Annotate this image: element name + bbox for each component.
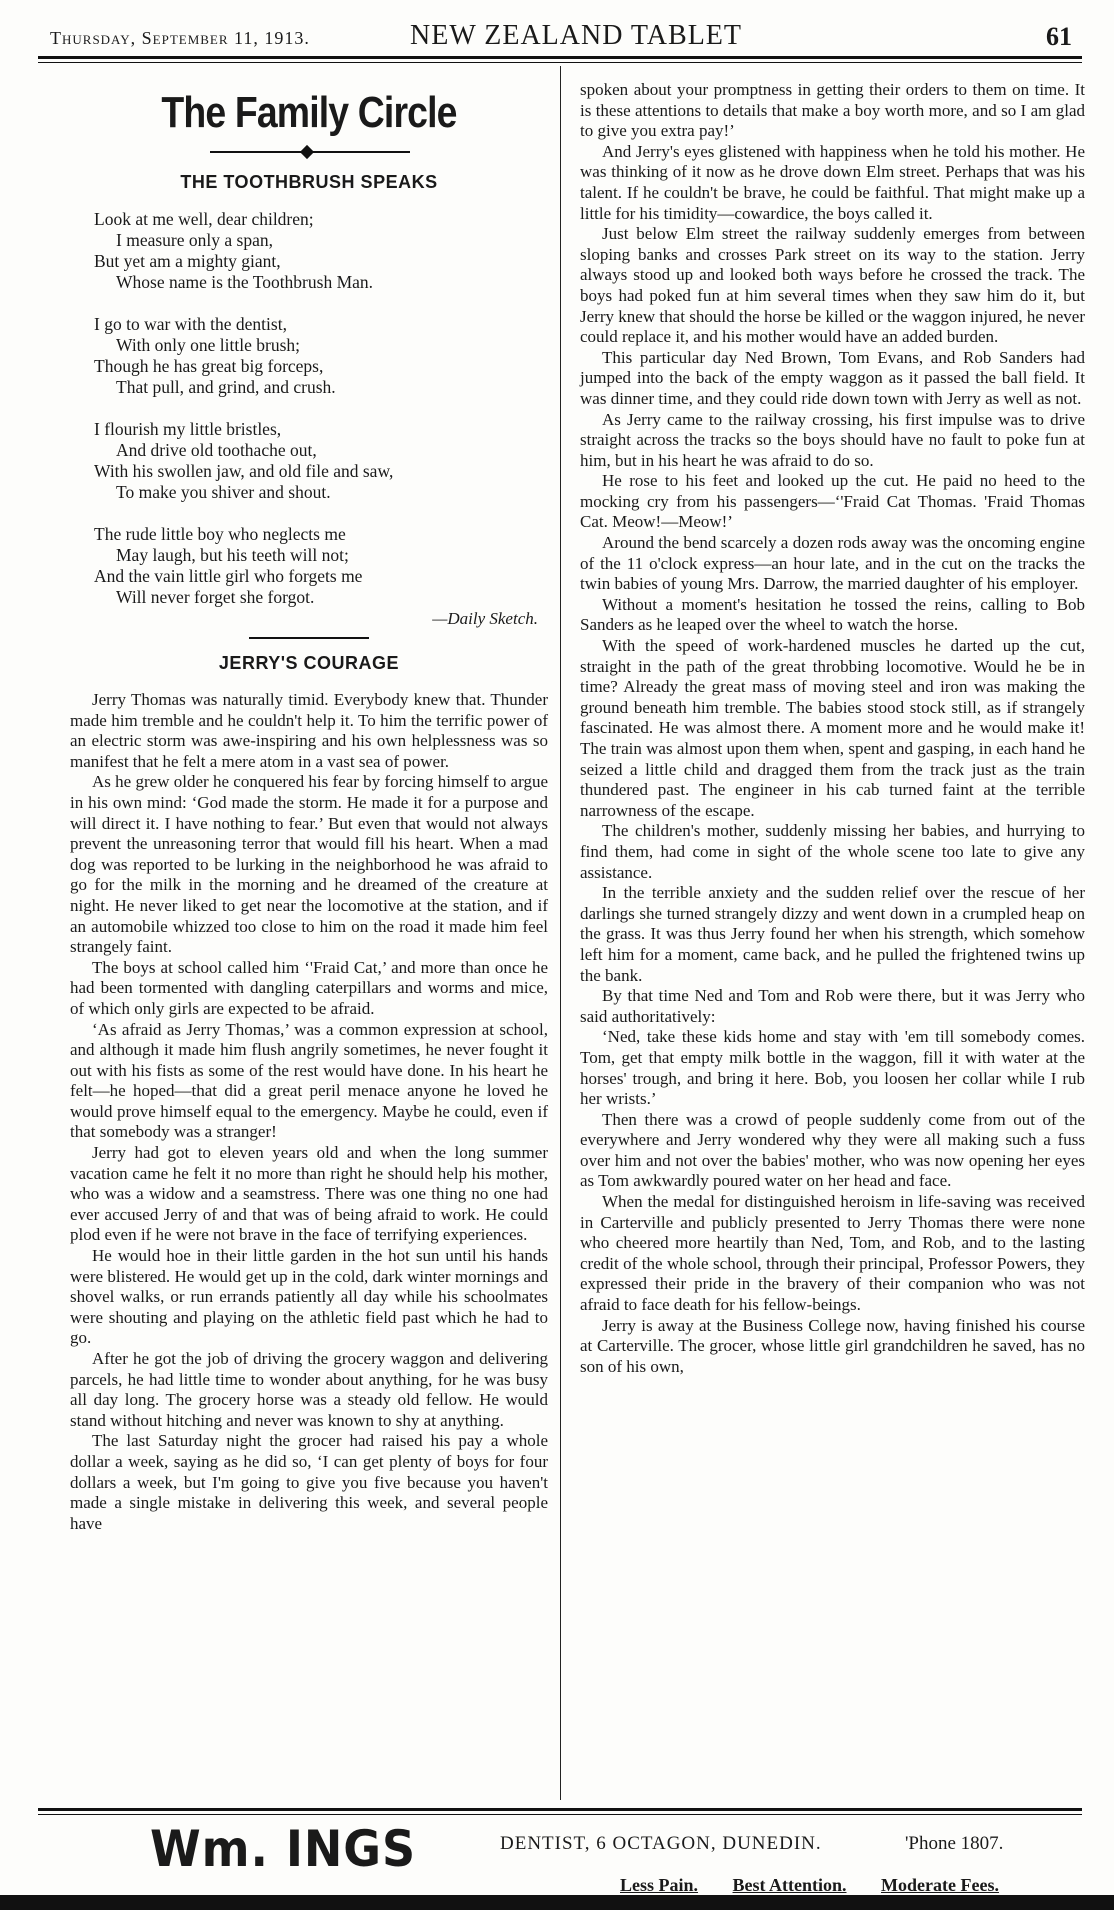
poem-line: With only one little brush;	[116, 335, 300, 355]
poem-line: And drive old toothache out,	[116, 440, 317, 460]
header-date: Thursday, September 11, 1913.	[50, 28, 310, 48]
header-publication: NEW ZEALAND TABLET	[410, 20, 743, 51]
story-paragraph: In the terrible anxiety and the sudden relief over the rescue of her darlings she turned strangely dizzy and went down in a crumpled heap on the grass. It was thus Jerry found her when his strength, which somehow left him for a moment, came back, and he pulled the frightened twins up the bank.	[580, 883, 1085, 985]
story-paragraph: After he got the job of driving the grocery waggon and delivering parcels, he had little time to wonder about anything, for he was busy all day long. The grocery horse was a steady old fellow. He would stand without hitching and never was known to shy at anything.	[70, 1349, 548, 1430]
story-paragraph: The boys at school called him ‘'Fraid Cat,’ and more than once he had been tormented with dangling caterpillars and worms and mice, of which only girls are expected to be afraid.	[70, 957, 548, 1018]
poem-line: I flourish my little bristles,	[94, 419, 282, 439]
story-paragraph: Around the bend scarcely a dozen rods away was the oncoming engine of the 11 o'clock express—an hour late, and in the cut on the tracks the twin babies of young Mrs. Darrow, the married daughter of his employer.	[580, 533, 1085, 594]
ad-tagline: Less Pain.	[620, 1875, 699, 1895]
poem-line: And the vain little girl who forgets me	[94, 566, 363, 586]
footer-rule-thin	[38, 1814, 1082, 1815]
poem-line: Look at me well, dear children;	[94, 209, 314, 229]
footer-rule	[38, 1808, 1082, 1811]
story-paragraph: Then there was a crowd of people suddenly come from out of the everywhere and Jerry wondered why they were all making such a fuss over him and not over the babies' mother, who was now opening her eyes as Tom awkwardly poured water on her head and face.	[580, 1109, 1085, 1191]
poem-line: Whose name is the Toothbrush Man.	[116, 272, 374, 292]
poem-stanza	[94, 524, 548, 608]
story-title: JERRY'S COURAGE	[218, 653, 400, 673]
section-title: The Family Circle	[161, 88, 457, 137]
title-ornament	[70, 146, 548, 158]
ad-address: DENTIST, 6 OCTAGON, DUNEDIN.	[500, 1833, 822, 1854]
story-left-text	[70, 690, 548, 1534]
story-paragraph: The last Saturday night the grocer had raised his pay a whole dollar a week, saying as he did so, ‘I can get plenty of boys for four dollars a week, but I'm going to give you five because you haven't made a single mistake in delivering this week, and several people have	[70, 1431, 548, 1533]
story-paragraph: This particular day Ned Brown, Tom Evans, and Rob Sanders had jumped into the back of the empty waggon as it passed the ball field. It was dinner time, and they could ride down town with Jerry as well as not.	[580, 347, 1085, 408]
poem-line: The rude little boy who neglects me	[94, 524, 346, 544]
story-paragraph: Jerry had got to eleven years old and when the long summer vacation came he felt it no more than right he should help his mother, who was a widow and a seamstress. There was one thing no one had ever accused Jerry of and that was of being afraid to work. He could plod even if he were not brave in the face of terrifying experiences.	[70, 1143, 548, 1245]
page-header	[40, 18, 1082, 52]
ad-phone: 'Phone 1807.	[905, 1833, 1004, 1854]
story-paragraph: spoken about your promptness in getting their orders to them on time. It is these attentions to details that make a boy worth more, and so I am glad to give you extra pay!’	[580, 80, 1085, 141]
story-paragraph: Jerry is away at the Business College now, having finished his course at Carterville. The grocer, whose little girl grandchildren he saved, has no son of his own,	[580, 1315, 1085, 1376]
poem-stanza	[94, 209, 548, 293]
poem-body	[94, 209, 548, 629]
poem-stanza	[94, 419, 548, 503]
story-right-text	[580, 80, 1085, 1377]
ad-tagline: Best Attention.	[732, 1875, 847, 1895]
story-paragraph: Without a moment's hesitation he tossed the reins, calling to Bob Sanders as he leaped over the wheel to watch the horse.	[580, 594, 1085, 635]
right-column	[580, 80, 1085, 1377]
poem-line: But yet am a mighty giant,	[94, 251, 281, 271]
story-paragraph: ‘As afraid as Jerry Thomas,’ was a common expression at school, and although it made him flush angrily sometimes, he never fought it out with his fists as some of the rest would have done. In his heart he felt—he hoped—that did a great peril menace anyone he loved he would prove himself equal to the emergency. Maybe he could, even if that somebody was a stranger!	[70, 1019, 548, 1142]
story-paragraph: ‘Ned, take these kids home and stay with 'em till somebody comes. Tom, get that empty milk bottle in the waggon, fill it with water at the horses' trough, and bring it here. Bob, you loosen her collar while I rub her wrists.’	[580, 1027, 1085, 1109]
story-paragraph: Jerry Thomas was naturally timid. Everybody knew that. Thunder made him tremble and he couldn't help it. To him the terrific power of an electric storm was awe-inspiring and his own helplessness was so manifest that he felt a mere atom in a vast sea of power.	[70, 690, 548, 771]
ad-dentist-name: Wm. INGS	[150, 1820, 417, 1878]
poem-line: I measure only a span,	[116, 230, 273, 250]
ad-tagline: Moderate Fees.	[881, 1875, 999, 1895]
story-paragraph: He would hoe in their little garden in the hot sun until his hands were blistered. He would get up in the cold, dark winter mornings and shovel walks, or run errands patiently all day while his schoolmates were shouting and playing on the athletic field past which he had to go.	[70, 1246, 548, 1348]
poem-stanza	[94, 314, 548, 398]
story-rule	[249, 637, 369, 639]
story-paragraph: When the medal for distinguished heroism in life-saving was received in Carterville and publicly presented to Jerry Thomas there were none who cheered more heartily than Ned, Tom, and Rob, and to the lasting credit of the whole school, through their principal, Professor Powers, they expressed their pride in the bravery of their companion who was not afraid to face death for his fellow-beings.	[580, 1192, 1085, 1315]
story-paragraph: With the speed of work-hardened muscles he darted up the cut, straight in the path of the great throbbing locomotive. Would he be in time? Already the great mass of moving steel and iron was making the ground beneath him tremble. The babies stood stock still, as if strangely fascinated. He was almost there. A moment more and he would make it! The train was almost upon them when, spent and gasping, in each hand he seized a little child and dragged them from the track just as the train thundered past. The engineer in his cab turned faint at the terrible narrowness of the escape.	[580, 636, 1085, 820]
header-page-number: 61	[1046, 22, 1072, 51]
poem-line: May laugh, but his teeth will not;	[116, 545, 349, 565]
story-paragraph: The children's mother, suddenly missing her babies, and hurrying to find them, had come in sight of the whole scene too late to give any assistance.	[580, 821, 1085, 882]
poem-line: With his swollen jaw, and old file and saw,	[94, 461, 394, 481]
story-paragraph: And Jerry's eyes glistened with happiness when he told his mother. He was thinking of it now as he drove down Elm street. Perhaps that was his talent. If he couldn't be brave, he could be faithful. That might make up a little for his timidity—cowardice, the boys called it.	[580, 141, 1085, 223]
story-paragraph: Just below Elm street the railway suddenly emerges from between sloping banks and crosses Park street on its way to the station. Jerry always stood up and looked both ways before he crossed the track. The boys had poked fun at him several times when they saw him do it, but Jerry knew that should the horse be killed or the waggon injured, he never could replace it, and his mother would have an added burden.	[580, 224, 1085, 347]
header-rule	[38, 56, 1082, 59]
story-paragraph: He rose to his feet and looked up the cut. He paid no heed to the mocking cry from his passengers—‘'Fraid Cat Thomas. 'Fraid Thomas Cat. Meow!—Meow!’	[580, 471, 1085, 532]
story-paragraph: By that time Ned and Tom and Rob were there, but it was Jerry who said authoritatively:	[580, 986, 1085, 1026]
poem-attribution: —Daily Sketch.	[432, 609, 538, 628]
header-rule-thin	[38, 62, 1082, 63]
column-divider	[560, 66, 561, 1800]
left-column	[70, 80, 548, 1534]
story-paragraph: As Jerry came to the railway crossing, his first impulse was to drive straight across the tracks so the boys should have no fault to poke fun at him, but in his heart he was afraid to do so.	[580, 409, 1085, 470]
poem-line: That pull, and grind, and crush.	[116, 377, 336, 397]
story-paragraph: As he grew older he conquered his fear by forcing himself to argue in his own mind: ‘God made the storm. He made it for a purpose and will direct it. I have nothing to fear.’ But even that would not always prevent the unreasoning terror that would fill his heart. When a mad dog was reported to be lurking in the neighborhood he was afraid to go for the milk in the morning and he dreamed of the creature at night. He never liked to get near the locomotive at the station, and if an automobile whizzed too close to him on the road it made him feel strangely faint.	[70, 772, 548, 957]
bottom-bar	[0, 1895, 1114, 1910]
poem-line: Though he has great big forceps,	[94, 356, 324, 376]
poem-line: I go to war with the dentist,	[94, 314, 287, 334]
poem-line: Will never forget she forgot.	[116, 587, 315, 607]
poem-title: THE TOOTHBRUSH SPEAKS	[180, 172, 438, 192]
poem-line: To make you shiver and shout.	[116, 482, 331, 502]
ad-taglines	[620, 1875, 1029, 1896]
